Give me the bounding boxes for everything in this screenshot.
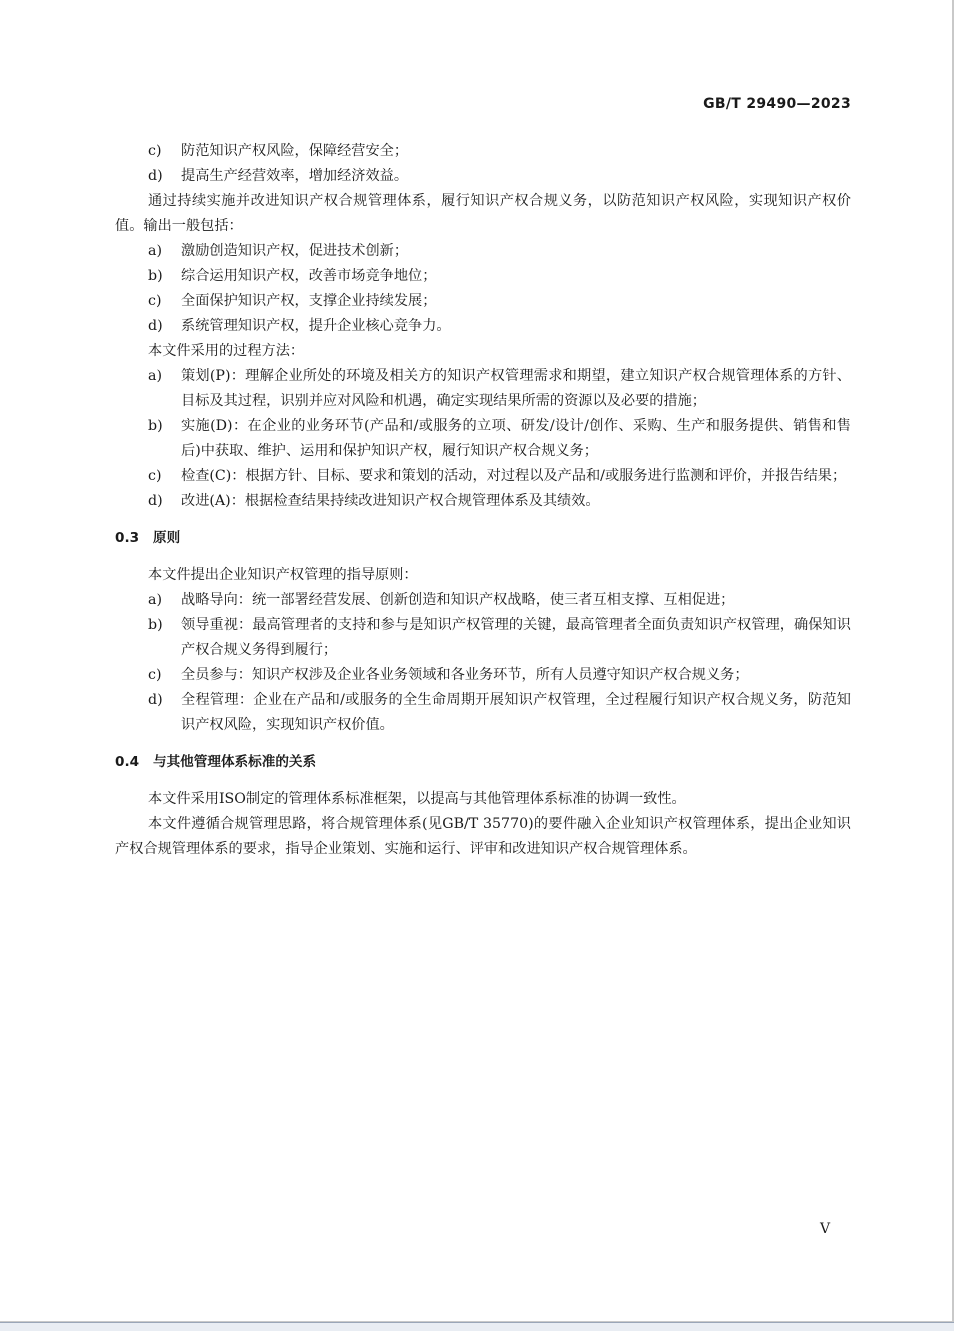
item-marker: a)	[148, 243, 162, 259]
section-number: 0.3	[115, 530, 140, 546]
item-text: 综合运用知识产权，改善市场竞争地位；	[181, 268, 437, 284]
section-title: 与其他管理体系标准的关系	[153, 754, 317, 770]
item-marker: d)	[148, 168, 163, 184]
item-marker: d)	[148, 318, 163, 334]
item-marker: b)	[148, 268, 163, 284]
item-marker: d)	[148, 493, 163, 509]
item-text: 改进(A)：根据检查结果持续改进知识产权合规管理体系及其绩效。	[181, 493, 600, 509]
item-text: 实施(D)：在企业的业务环节(产品和/或服务的立项、研发/设计/创作、采购、生产和服务提供、销售和售后)中获取、维护、运用和保护知识产权，履行知识产权合规义务；	[181, 418, 851, 459]
list-item	[115, 239, 851, 264]
item-text: 系统管理知识产权，提升企业核心竞争力。	[181, 318, 451, 334]
list-item	[115, 414, 851, 464]
item-marker: c)	[148, 143, 162, 159]
item-marker: a)	[148, 592, 162, 608]
item-marker: b)	[148, 418, 163, 434]
item-text: 提高生产经营效率，增加经济效益。	[181, 168, 409, 184]
item-text: 战略导向：统一部署经营发展、创新创造和知识产权战略，使三者互相支撑、互相促进；	[181, 592, 735, 608]
list-item	[115, 264, 851, 289]
page-number: V	[820, 1221, 831, 1237]
list-item	[115, 613, 851, 663]
item-text: 检查(C)：根据方针、目标、要求和策划的活动，对过程以及产品和/或服务进行监测和评价，并报告结果；	[181, 468, 847, 484]
paragraph-iso-framework: 本文件采用ISO制定的管理体系标准框架，以提高与其他管理体系标准的协调一致性。	[148, 791, 686, 807]
list-item	[115, 663, 851, 688]
list-item	[115, 588, 851, 613]
item-text: 全程管理：企业在产品和/或服务的全生命周期开展知识产权管理，全过程履行知识产权合规义务，防范知识产权风险，实现知识产权价值。	[181, 692, 851, 733]
item-marker: b)	[148, 617, 163, 633]
standard-code: GB/T 29490—2023	[703, 96, 851, 112]
document-body	[115, 139, 851, 862]
list-item	[115, 139, 851, 164]
list-item	[115, 314, 851, 339]
item-text: 领导重视：最高管理者的支持和参与是知识产权管理的关键，最高管理者全面负责知识产权管理，确保知识产权合规义务得到履行；	[181, 617, 851, 658]
item-text: 防范知识产权风险，保障经营安全；	[181, 143, 409, 159]
list-item	[115, 464, 851, 489]
item-text: 激励创造知识产权，促进技术创新；	[181, 243, 409, 259]
viewer-bottom-bar	[0, 1322, 954, 1331]
section-number: 0.4	[115, 754, 140, 770]
list-item	[115, 289, 851, 314]
item-marker: c)	[148, 293, 162, 309]
list-item	[115, 164, 851, 189]
list-item	[115, 688, 851, 738]
item-marker: d)	[148, 692, 163, 708]
list-item	[115, 489, 851, 514]
section-heading-0-3	[115, 526, 851, 551]
list-item	[115, 364, 851, 414]
item-text: 策划(P)：理解企业所处的环境及相关方的知识产权管理需求和期望，建立知识产权合规管理体系的方针、目标及其过程，识别并应对风险和机遇，确定实现结果所需的资源以及必要的措施；	[181, 368, 851, 409]
item-text: 全员参与：知识产权涉及企业各业务领域和各业务环节，所有人员遵守知识产权合规义务；	[181, 667, 749, 683]
item-marker: c)	[148, 468, 162, 484]
item-marker: a)	[148, 368, 162, 384]
section-heading-0-4	[115, 750, 851, 775]
section-title: 原则	[153, 530, 181, 546]
paragraph-output: 通过持续实施并改进知识产权合规管理体系，履行知识产权合规义务，以防范知识产权风险，实现知识产权价值。输出一般包括：	[115, 193, 851, 234]
paragraph-compliance-approach: 本文件遵循合规管理思路，将合规管理体系(见GB/T 35770)的要件融入企业知识产权管理体系，提出企业知识产权合规管理体系的要求，指导企业策划、实施和运行、评审和改进知识产权合规管理体系。	[115, 816, 851, 857]
paragraph-principles-intro: 本文件提出企业知识产权管理的指导原则：	[148, 567, 418, 583]
item-marker: c)	[148, 667, 162, 683]
paragraph-process: 本文件采用的过程方法：	[148, 343, 305, 359]
item-text: 全面保护知识产权，支撑企业持续发展；	[181, 293, 437, 309]
